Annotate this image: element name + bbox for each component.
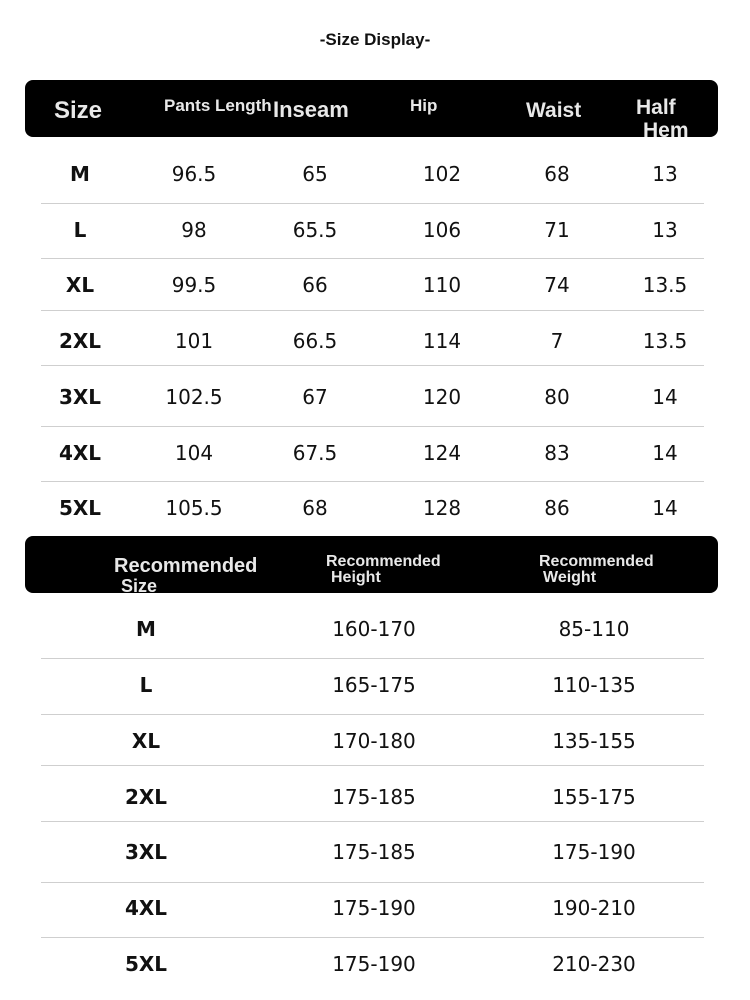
size-cell: XL bbox=[65, 273, 95, 297]
inseam-cell: 66.5 bbox=[292, 329, 338, 353]
inseam-cell: 65 bbox=[302, 162, 328, 186]
row-divider bbox=[41, 310, 704, 311]
hip-cell: 106 bbox=[422, 218, 462, 242]
inseam-cell: 65.5 bbox=[292, 218, 338, 242]
pants-length-cell: 102.5 bbox=[165, 385, 223, 409]
row-divider bbox=[41, 203, 704, 204]
recommended-height-cell: 175-190 bbox=[332, 952, 416, 976]
half-hem-cell: 13 bbox=[652, 218, 678, 242]
recommended-size-cell: L bbox=[139, 673, 153, 697]
recommended-size-cell: 5XL bbox=[124, 952, 168, 976]
recommended-size-cell: XL bbox=[131, 729, 161, 753]
waist-cell: 68 bbox=[544, 162, 570, 186]
hip-cell: 110 bbox=[422, 273, 462, 297]
half-hem-cell: 13 bbox=[652, 162, 678, 186]
hip-cell: 102 bbox=[422, 162, 462, 186]
waist-cell: 74 bbox=[544, 273, 570, 297]
half-hem-cell: 14 bbox=[652, 385, 678, 409]
header-recommended-weight-line1: Recommended bbox=[539, 553, 654, 570]
table-row bbox=[0, 493, 750, 523]
pants-length-cell: 98 bbox=[181, 218, 207, 242]
table-row bbox=[0, 782, 750, 812]
header-recommended-height-line2: Height bbox=[331, 569, 381, 586]
recommended-weight-cell: 190-210 bbox=[552, 896, 636, 920]
recommended-weight-cell: 85-110 bbox=[558, 617, 630, 641]
table-row bbox=[0, 614, 750, 644]
header-recommended-weight-line2: Weight bbox=[543, 569, 597, 586]
header-half-hem-line2: Hem bbox=[643, 119, 689, 142]
waist-cell: 86 bbox=[544, 496, 570, 520]
table-row bbox=[0, 726, 750, 756]
row-divider bbox=[41, 658, 704, 659]
recommended-height-cell: 175-185 bbox=[332, 785, 416, 809]
header-half-hem-line1: Half bbox=[636, 96, 676, 119]
half-hem-cell: 13.5 bbox=[642, 329, 688, 353]
inseam-cell: 67.5 bbox=[292, 441, 338, 465]
table-row bbox=[0, 382, 750, 412]
recommended-height-cell: 175-190 bbox=[332, 896, 416, 920]
header-size: Size bbox=[54, 97, 103, 124]
table-row bbox=[0, 438, 750, 468]
recommended-size-cell: 4XL bbox=[124, 896, 168, 920]
size-cell: M bbox=[70, 162, 90, 186]
row-divider bbox=[41, 258, 704, 259]
inseam-cell: 67 bbox=[302, 385, 328, 409]
row-divider bbox=[41, 882, 704, 883]
page-title: -Size Display- bbox=[319, 30, 431, 49]
pants-length-cell: 96.5 bbox=[171, 162, 217, 186]
recommended-height-cell: 160-170 bbox=[332, 617, 416, 641]
recommended-weight-cell: 155-175 bbox=[552, 785, 636, 809]
waist-cell: 7 bbox=[550, 329, 564, 353]
table-row bbox=[0, 270, 750, 300]
row-divider bbox=[41, 821, 704, 822]
header-recommended-height-line1: Recommended bbox=[326, 553, 441, 570]
recommended-size-cell: M bbox=[136, 617, 156, 641]
pants-length-cell: 101 bbox=[174, 329, 214, 353]
pants-length-cell: 104 bbox=[174, 441, 214, 465]
header-inseam: Inseam bbox=[273, 97, 349, 122]
pants-length-cell: 99.5 bbox=[171, 273, 217, 297]
size-cell: 2XL bbox=[58, 329, 102, 353]
size-table-header bbox=[25, 80, 718, 142]
row-divider bbox=[41, 481, 704, 482]
recommended-height-cell: 170-180 bbox=[332, 729, 416, 753]
pants-length-cell: 105.5 bbox=[165, 496, 223, 520]
size-cell: L bbox=[73, 218, 87, 242]
waist-cell: 71 bbox=[544, 218, 570, 242]
table-row bbox=[0, 326, 750, 356]
hip-cell: 128 bbox=[422, 496, 462, 520]
recommended-weight-cell: 135-155 bbox=[552, 729, 636, 753]
half-hem-cell: 14 bbox=[652, 441, 678, 465]
header-hip: Hip bbox=[410, 96, 438, 115]
row-divider bbox=[41, 714, 704, 715]
header-recommended-size-line1: Recommended bbox=[114, 555, 258, 577]
recommended-weight-cell: 110-135 bbox=[552, 673, 636, 697]
header-recommended-size-line2: Size bbox=[121, 576, 158, 596]
recommend-table-header bbox=[25, 536, 718, 596]
table-row bbox=[0, 159, 750, 189]
table-row bbox=[0, 670, 750, 700]
row-divider bbox=[41, 937, 704, 938]
table-row bbox=[0, 215, 750, 245]
waist-cell: 80 bbox=[544, 385, 570, 409]
table-row bbox=[0, 837, 750, 867]
hip-cell: 114 bbox=[422, 329, 462, 353]
row-divider bbox=[41, 365, 704, 366]
header-waist: Waist bbox=[526, 99, 582, 122]
header-pants-length: Pants Length bbox=[164, 96, 272, 115]
table-row bbox=[0, 893, 750, 923]
inseam-cell: 68 bbox=[302, 496, 328, 520]
recommended-size-cell: 2XL bbox=[124, 785, 168, 809]
row-divider bbox=[41, 426, 704, 427]
hip-cell: 124 bbox=[422, 441, 462, 465]
hip-cell: 120 bbox=[422, 385, 462, 409]
recommended-height-cell: 165-175 bbox=[332, 673, 416, 697]
size-cell: 3XL bbox=[58, 385, 102, 409]
row-divider bbox=[41, 765, 704, 766]
half-hem-cell: 13.5 bbox=[642, 273, 688, 297]
recommended-size-cell: 3XL bbox=[124, 840, 168, 864]
recommended-weight-cell: 175-190 bbox=[552, 840, 636, 864]
waist-cell: 83 bbox=[544, 441, 570, 465]
size-cell: 5XL bbox=[58, 496, 102, 520]
table-row bbox=[0, 949, 750, 979]
half-hem-cell: 14 bbox=[652, 496, 678, 520]
inseam-cell: 66 bbox=[302, 273, 328, 297]
recommended-weight-cell: 210-230 bbox=[552, 952, 636, 976]
size-cell: 4XL bbox=[58, 441, 102, 465]
recommended-height-cell: 175-185 bbox=[332, 840, 416, 864]
